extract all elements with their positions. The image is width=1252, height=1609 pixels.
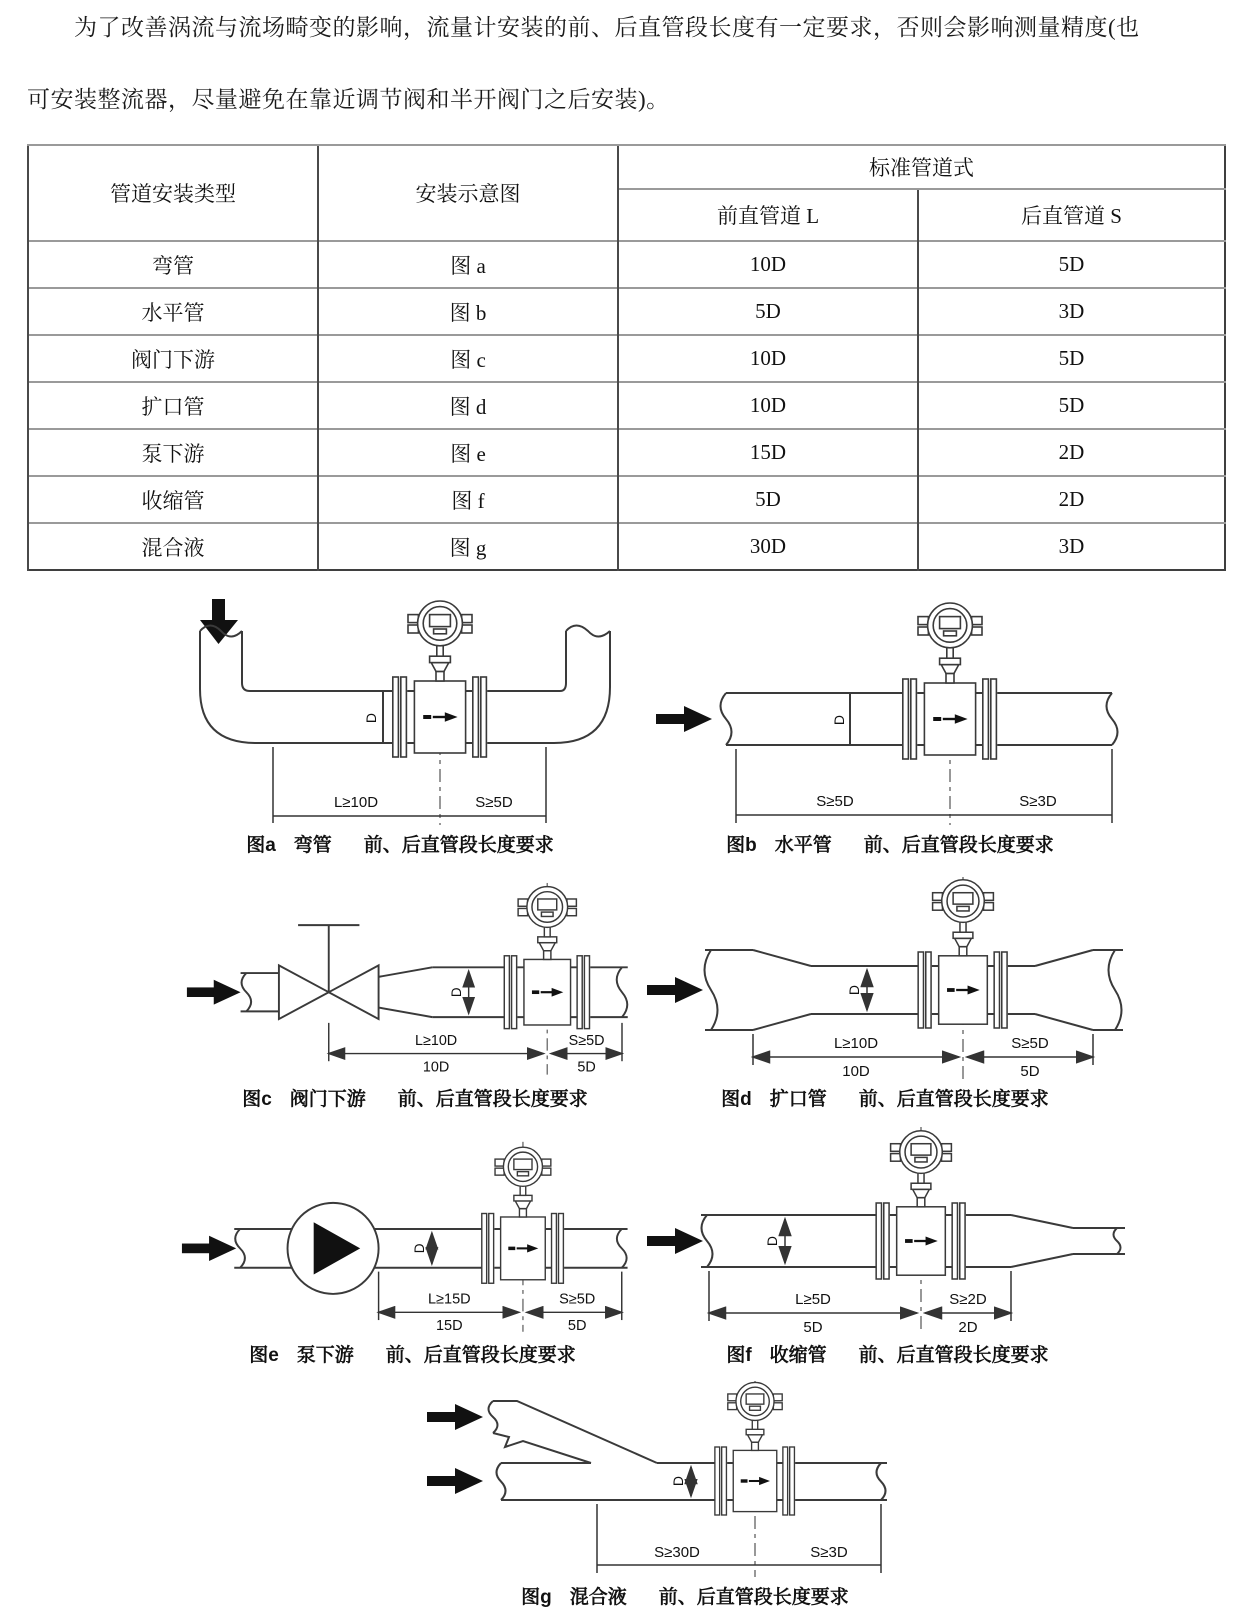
dim-label-right: S≥2D bbox=[949, 1291, 987, 1308]
cell-fig: 图 e bbox=[318, 429, 618, 476]
figure-c-diagram bbox=[185, 865, 645, 1083]
figure-d-caption: 图d 扩口管 前、后直管段长度要求 bbox=[721, 1089, 1049, 1110]
cell-back: 3D bbox=[918, 288, 1225, 335]
cell-back: 5D bbox=[918, 382, 1225, 429]
cone-top bbox=[753, 950, 811, 966]
flow-meter bbox=[393, 601, 487, 757]
figure-e-diagram bbox=[180, 1119, 645, 1339]
cell-type: 水平管 bbox=[28, 288, 318, 335]
dim-sublabel-left: 10D bbox=[422, 1059, 450, 1076]
cell-type: 收缩管 bbox=[28, 476, 318, 523]
figure-f-diagram bbox=[645, 1119, 1130, 1339]
flow-arrow bbox=[182, 1236, 236, 1261]
flow-meter bbox=[918, 880, 1008, 1028]
flow-meter bbox=[504, 887, 590, 1029]
dim-label-left: L≥10D bbox=[333, 794, 379, 811]
dim-sublabel-left: 10D bbox=[842, 1063, 870, 1080]
cone-top bbox=[379, 967, 433, 977]
cell-front: 5D bbox=[618, 288, 918, 335]
flow-arrow bbox=[656, 706, 712, 732]
dim-label-right: S≥5D bbox=[568, 1032, 605, 1049]
col-header-install-type: 管道安装类型 bbox=[28, 145, 318, 241]
pipe-break bbox=[702, 1215, 713, 1267]
cell-fig: 图 g bbox=[318, 523, 618, 570]
pipe-break bbox=[497, 1463, 506, 1500]
col-header-diagram: 安装示意图 bbox=[318, 145, 618, 241]
intro-paragraph bbox=[27, 14, 1225, 114]
d-label: D bbox=[831, 714, 847, 726]
cell-front: 30D bbox=[618, 523, 918, 570]
d-label: D bbox=[363, 712, 379, 724]
figure-b-caption: 图b 水平管 前、后直管段长度要求 bbox=[726, 835, 1054, 856]
cone-bottom bbox=[379, 1008, 433, 1018]
col-header-standard-pipe: 标准管道式 bbox=[618, 145, 1225, 189]
figure-b-diagram bbox=[650, 597, 1130, 829]
figure-d bbox=[645, 865, 1125, 1111]
cell-back: 2D bbox=[918, 476, 1225, 523]
dim-label-right: S≥5D bbox=[475, 794, 513, 811]
dim-label-left: S≥5D bbox=[816, 793, 854, 810]
straight-pipe-spec-table bbox=[27, 144, 1226, 571]
cone-top bbox=[1035, 950, 1093, 966]
intro-line-1: 为了改善涡流与流场畸变的影响，流量计安装的前、后直管段长度有一定要求，否则会影响测量精度(也 bbox=[74, 15, 1140, 40]
figure-f-caption: 图f 收缩管 前、后直管段长度要求 bbox=[726, 1345, 1049, 1366]
figure-a bbox=[150, 597, 650, 857]
pipe-break bbox=[617, 967, 628, 1017]
cell-front: 10D bbox=[618, 382, 918, 429]
cone-bottom bbox=[1011, 1254, 1073, 1267]
dim-label-left: L≥15D bbox=[427, 1291, 471, 1308]
pipe-break bbox=[235, 1229, 245, 1268]
cell-type: 泵下游 bbox=[28, 429, 318, 476]
pipe-break bbox=[705, 950, 718, 1030]
d-label: D bbox=[764, 1235, 780, 1247]
pipe-break bbox=[566, 626, 610, 637]
flow-arrow bbox=[647, 977, 703, 1003]
cell-back: 5D bbox=[918, 241, 1225, 288]
dim-sublabel-left: 5D bbox=[803, 1319, 823, 1336]
dim-label-left: L≥10D bbox=[833, 1035, 879, 1052]
valve-icon bbox=[329, 965, 379, 1019]
col-header-back-straight: 后直管道 S bbox=[918, 189, 1225, 241]
intro-line-2: 可安装整流器，尽量避免在靠近调节阀和半开阀门之后安装)。 bbox=[27, 87, 670, 112]
pipe-break bbox=[1107, 693, 1118, 745]
flow-arrow bbox=[427, 1404, 483, 1430]
dim-label-left: S≥30D bbox=[654, 1544, 700, 1561]
dim-sublabel-right: 5D bbox=[1020, 1063, 1040, 1080]
cell-back: 3D bbox=[918, 523, 1225, 570]
cell-fig: 图 d bbox=[318, 382, 618, 429]
figure-b bbox=[650, 597, 1130, 857]
pipe-break bbox=[617, 1229, 627, 1268]
dim-sublabel-right: 5D bbox=[567, 1317, 587, 1334]
dim-label-left: L≥10D bbox=[414, 1032, 458, 1049]
d-label: D bbox=[846, 984, 862, 996]
cell-type: 弯管 bbox=[28, 241, 318, 288]
flow-meter bbox=[876, 1131, 966, 1279]
figure-a-caption: 图a 弯管 前、后直管段长度要求 bbox=[246, 835, 554, 856]
figure-a-diagram bbox=[150, 597, 650, 829]
cell-type: 扩口管 bbox=[28, 382, 318, 429]
table-row bbox=[28, 476, 1225, 523]
pipe-break bbox=[1114, 1228, 1121, 1254]
flow-arrow bbox=[427, 1468, 483, 1494]
table-row bbox=[28, 429, 1225, 476]
pipe-break bbox=[242, 973, 252, 1011]
flow-arrow bbox=[187, 980, 241, 1005]
cell-type: 阀门下游 bbox=[28, 335, 318, 382]
figure-g-diagram bbox=[425, 1373, 945, 1581]
table-row bbox=[28, 241, 1225, 288]
cell-fig: 图 c bbox=[318, 335, 618, 382]
table-row bbox=[28, 523, 1225, 570]
flow-meter bbox=[715, 1382, 795, 1515]
table-row bbox=[28, 288, 1225, 335]
pipe-break bbox=[489, 1401, 498, 1433]
d-label: D bbox=[670, 1475, 686, 1487]
figure-e bbox=[180, 1119, 645, 1367]
cell-fig: 图 a bbox=[318, 241, 618, 288]
cell-back: 2D bbox=[918, 429, 1225, 476]
figures-section bbox=[27, 597, 1225, 1609]
figure-g-caption: 图g 混合液 前、后直管段长度要求 bbox=[521, 1587, 849, 1608]
cell-front: 10D bbox=[618, 241, 918, 288]
cell-type: 混合液 bbox=[28, 523, 318, 570]
cell-front: 15D bbox=[618, 429, 918, 476]
pipe-break bbox=[877, 1463, 886, 1500]
col-header-front-straight: 前直管道 L bbox=[618, 189, 918, 241]
flow-arrow bbox=[647, 1228, 703, 1254]
pipe-break bbox=[1109, 950, 1122, 1030]
pipe-break bbox=[721, 693, 732, 745]
cell-front: 10D bbox=[618, 335, 918, 382]
cell-fig: 图 b bbox=[318, 288, 618, 335]
d-label: D bbox=[412, 1243, 428, 1254]
branch-pipe-bottom bbox=[493, 1433, 591, 1463]
table-row bbox=[28, 335, 1225, 382]
dim-sublabel-left: 15D bbox=[435, 1317, 463, 1334]
cone-top bbox=[1011, 1215, 1073, 1228]
flow-meter bbox=[903, 603, 997, 759]
table-row bbox=[28, 382, 1225, 429]
dim-label-left: L≥5D bbox=[795, 1291, 831, 1308]
branch-pipe-top bbox=[493, 1401, 657, 1463]
cell-front: 5D bbox=[618, 476, 918, 523]
cone-bottom bbox=[753, 1014, 811, 1030]
dim-sublabel-right: 2D bbox=[958, 1319, 978, 1336]
cell-fig: 图 f bbox=[318, 476, 618, 523]
figure-d-diagram bbox=[645, 865, 1125, 1083]
figure-e-caption: 图e 泵下游 前、后直管段长度要求 bbox=[249, 1345, 576, 1366]
dim-sublabel-right: 5D bbox=[577, 1059, 596, 1076]
cell-back: 5D bbox=[918, 335, 1225, 382]
figure-g bbox=[425, 1373, 945, 1609]
figure-c-caption: 图c 阀门下游 前、后直管段长度要求 bbox=[242, 1089, 588, 1110]
dim-label-right: S≥3D bbox=[1019, 793, 1057, 810]
valve-icon bbox=[279, 965, 329, 1019]
dim-label-right: S≥5D bbox=[1011, 1035, 1049, 1052]
dim-label-right: S≥5D bbox=[559, 1291, 596, 1308]
dim-label-right: S≥3D bbox=[810, 1544, 848, 1561]
d-label: D bbox=[449, 987, 464, 998]
cone-bottom bbox=[1035, 1014, 1093, 1030]
figure-f bbox=[645, 1119, 1130, 1367]
flow-meter bbox=[482, 1147, 564, 1283]
figure-c bbox=[185, 865, 645, 1111]
